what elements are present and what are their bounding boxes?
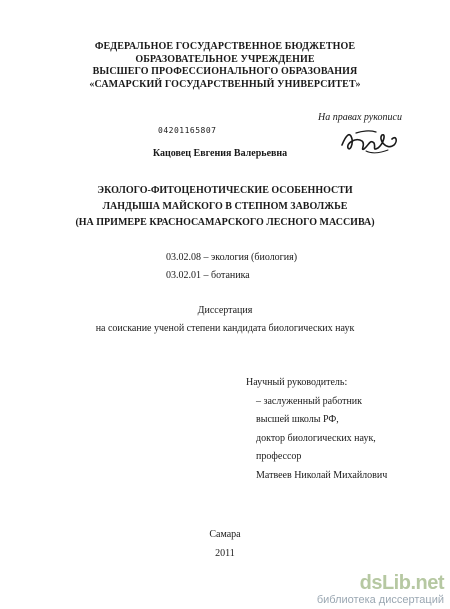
dissertation-title — [0, 183, 450, 231]
supervisor-title-2: высшей школы РФ, — [256, 414, 339, 425]
city: Самара — [209, 529, 241, 540]
institution-line-4: «САМАРСКИЙ ГОСУДАРСТВЕННЫЙ УНИВЕРСИТЕТ» — [89, 78, 361, 90]
watermark-subtitle: библиотека диссертаций — [316, 594, 444, 606]
dissertation-label: Диссертация — [197, 305, 253, 316]
rights-note: На правах рукописи — [318, 112, 402, 123]
watermark-logo: dsLib.net — [359, 572, 444, 594]
specialty-ecology: 03.02.08 – экология (биология) — [166, 252, 298, 263]
specialty-botany: 03.02.01 – ботаника — [166, 270, 250, 281]
institution-line-1: ФЕДЕРАЛЬНОЕ ГОСУДАРСТВЕННОЕ БЮДЖЕТНОЕ — [94, 41, 356, 52]
supervisor-degree: доктор биологических наук, — [256, 432, 376, 444]
degree-purpose: на соискание ученой степени кандидата биологических наук — [95, 323, 355, 334]
institution-name — [0, 41, 450, 91]
catalog-code: 04201165807 — [158, 126, 217, 135]
year: 2011 — [215, 548, 235, 559]
author-name: Кацовец Евгения Валерьевна — [152, 148, 288, 159]
title-line-2: ЛАНДЫША МАЙСКОГО В СТЕПНОМ ЗАВОЛЖЬЕ — [102, 201, 348, 212]
supervisor-rank: профессор — [256, 451, 302, 462]
institution-line-3: ВЫСШЕГО ПРОФЕССИОНАЛЬНОГО ОБРАЗОВАНИЯ — [92, 66, 358, 77]
watermark — [317, 572, 444, 607]
supervisor-heading: Научный руководитель: — [246, 377, 348, 388]
title-line-1: ЭКОЛОГО-ФИТОЦЕНОТИЧЕСКИЕ ОСОБЕННОСТИ — [97, 185, 353, 196]
supervisor-title-1: – заслуженный работник — [256, 395, 363, 407]
supervisor-name: Матвеев Николай Михайлович — [256, 469, 388, 481]
supervisor-block — [246, 374, 387, 485]
institution-line-2: ОБРАЗОВАТЕЛЬНОЕ УЧРЕЖДЕНИЕ — [135, 53, 315, 65]
title-line-3: (НА ПРИМЕРЕ КРАСНОСАМАРСКОГО ЛЕСНОГО МАССИВА) — [75, 217, 375, 228]
